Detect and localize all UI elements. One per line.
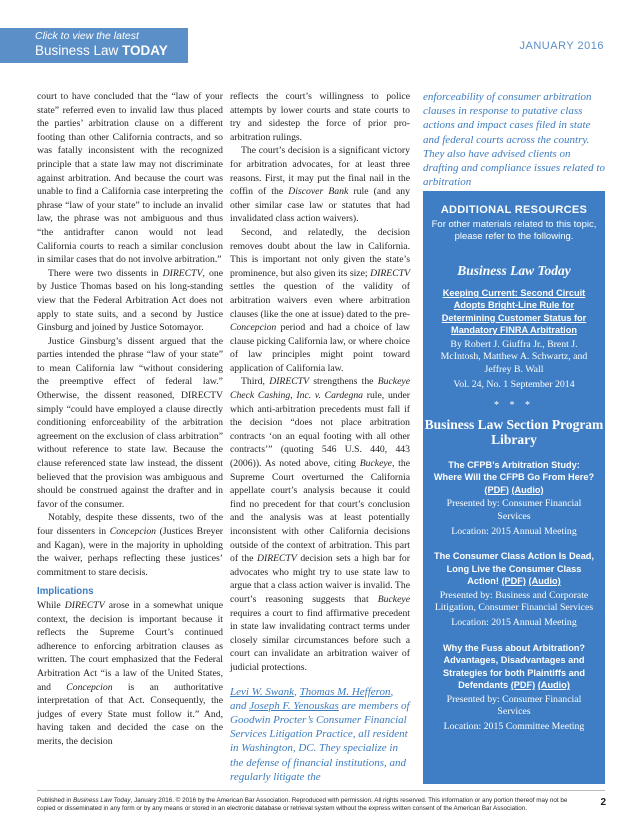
blt-title: Business Law Today — [457, 263, 571, 278]
page-number: 2 — [600, 797, 606, 808]
author-link[interactable]: Joseph F. Yenouskas — [249, 699, 339, 712]
paragraph: Second, and relatedly, the decision removes doubt about the law in California. This is important not only given the state’s prominence, but also given its size; DIRECTV settles the question of the validity of arbitration waivers even where arbitration clauses (like the one at issue) dated to the pre-Concepcion period and had a choice of law clause picking California law, or where choice of law principles might point toward application of California law. — [230, 226, 410, 374]
author-bio-continued: enforceability of consumer arbitration clauses in response to putative class actions and impact cases filed in state and federal courts across the country. They also have advised clients on drafting and compliance issues related to arbitration — [423, 91, 605, 189]
pdf-link[interactable]: (PDF) — [501, 576, 526, 587]
paragraph: There were two dissents in DIRECTV, one by Justice Thomas based on his long-standing view that the Federal Arbitration Act does not apply to state suits, and a second by Justice Ginsburg and joined by Justice Sotomayor. — [37, 267, 223, 334]
additional-resources-sidebar — [423, 191, 605, 784]
column-2 — [230, 90, 410, 784]
paragraph: Notably, despite these dissents, two of the four dissenters in Concepcion (Justices Breyer and Kagan), were in the majority in upholding the waiver, perhaps reflecting these justices’ commitment to stare decisis. — [37, 512, 223, 578]
blt-authors: By Robert J. Giuffra Jr., Brent J. McIntosh, Matthew A. Schwartz, and Jeffrey B. Wall — [440, 338, 588, 376]
pdf-link[interactable]: (PDF) — [510, 680, 536, 691]
blt-issue: Vol. 24, No. 1 September 2014 — [453, 379, 575, 391]
author-link[interactable]: Levi W. Swank — [230, 685, 295, 698]
paragraph: While DIRECTV arose in a somewhat unique context, the decision is important because it reflects the Supreme Court’s continued adherence to enforcing arbitration clauses as written. The court emphasized that the Federal Arbitration Act “is a law of the United States, and Concepcion is an authoritative interpretation of that Act. Consequently, the judges of every State must follow it.” And, having taken and decided the case on the merits, the decision — [37, 599, 224, 747]
author-link[interactable]: Thomas M. Hefferon — [299, 685, 391, 698]
paragraph: The court’s decision is a significant victory for arbitration advocates, for at least three reasons. First, it may put the final nail in the coffin of the Discover Bank rule (and any other similar case law or statutes that had invalidated class action waivers). — [230, 145, 410, 225]
program-item-title: The Consumer Class Action Is Dead, Long Live the Consumer Class Action! (PDF) (Audio) — [434, 551, 594, 587]
paragraph: reflects the court’s willingness to police attempts by lower courts and state courts to try and sidestep the force of prior pro-arbitration rulings. — [230, 91, 410, 143]
audio-link[interactable]: (Audio) — [528, 576, 561, 587]
publication-name[interactable] — [35, 43, 168, 58]
paragraph: Justice Ginsburg’s dissent argued that the parties intended the phrase “law of your state” to mean California law “without considering the preemptive effect of federal law.” Otherwise, the dissent reasoned, DIRECTV simply “could have employed a clause directly conditioning enforceability of the arbitration agreement on the exclusion of class arbitration” without reference to state law. Because the clause referenced state law instead, the dissent believed that the provision was ambiguous and should be construed against the drafter and in favor of the consumer. — [37, 335, 223, 510]
issue-date: JANUARY 2016 — [519, 40, 604, 52]
program-item-title: The CFPB’s Arbitration Study: Where Will the CFPB Go From Here? (PDF) (Audio) — [433, 459, 595, 495]
audio-link[interactable]: (Audio) — [511, 484, 544, 495]
author-bio: Levi W. Swank, Thomas M. Hefferon, and Joseph F. Yenouskas are members of Goodwin Procter’s Consumer Financial Services Litigation Practice, all resident in Washington, DC. They specialize in the defense of financial institutions, and regularly litigate the — [230, 685, 410, 783]
sidebar-subheading: For other materials related to this topic, please refer to the following. — [431, 219, 597, 242]
pdf-link[interactable]: (PDF) — [484, 484, 509, 495]
copyright-footer: Published in Business Law Today, January 2016. © 2016 by the American Bar Association. Reproduced with permission. All rights reserved. This information or any portion thereof may not be copied or disseminated in any form or by any means or stored in an electronic database or retrieval system without the express written consent of the American Bar Association. — [37, 797, 568, 813]
click-to-view-link[interactable]: Click to view the latest — [35, 30, 139, 42]
paragraph: Third, DIRECTV strengthens the Buckeye Check Cashing, Inc. v. Cardegna rule, under which anti-arbitration precedents must fall if the decision “does not place arbitration contracts ‘on an equal footing with all other contracts’” (quoting 546 U.S. 440, 443 (2006)). As noted above, citing Buckeye, the Supreme Court overturned the California appellate court’s analysis because it could find no precedent for that court’s conclusion and the analysis was at least potentially inconsistent with other California decisions outside of the context of arbitration. This part of the DIRECTV decision sets a high bar for advocates who might try to use state law to argue that a class action waiver is invalid. The court’s reasoning suggests that Buckeye requires a court to find affirmative precedent in state law invalidating contract terms under closely similar circumstances before such a court can invalidate an arbitration waiver of judicial protections. — [230, 376, 411, 673]
blt-article-link[interactable]: Keeping Current: Second Circuit Adopts Bright-Line Rule for Determining Customer Status for Mandatory FINRA Arbitration — [441, 288, 587, 336]
program-item-title: Why the Fuss about Arbitration? Advantages, Disadvantages and Strategies for both Plaintiffs and Defendants (PDF) (Audio) — [442, 643, 586, 691]
library-title: Business Law Section Program Library — [424, 416, 604, 447]
publication-name-plain: Business Law — [35, 43, 123, 58]
sidebar-heading: ADDITIONAL RESOURCES — [440, 204, 588, 216]
program-location: Location: 2015 Committee Meeting — [443, 721, 585, 733]
program-location: Location: 2015 Annual Meeting — [451, 617, 577, 629]
publication-name-bold: TODAY — [122, 43, 168, 58]
program-location: Location: 2015 Annual Meeting — [451, 525, 577, 537]
audio-link[interactable]: (Audio) — [537, 680, 570, 691]
separator-stars: * * * — [494, 399, 534, 411]
column-1 — [37, 90, 223, 749]
program-presenter: Presented by: Consumer Financial Services — [446, 693, 582, 718]
program-presenter: Presented by: Business and Corporate Litigation, Consumer Financial Services — [434, 589, 594, 614]
footer-divider — [37, 790, 605, 791]
paragraph: court to have concluded that the “law of your state” referred even to invalid law thus placed the parties’ arbitration clause on a different footing than other California contracts, and so was fatally inconsistent with the recognized principle that a state law may not discriminate against arbitration. And because the court was unable to find a California case interpreting the phrase “law of your state” to include an invalid law, the phrase was not ambiguous and thus “the antidrafter canon would not lead California courts to reach a similar conclusion in similar cases that do not involve arbitration.” — [37, 91, 223, 266]
section-heading: Implications — [37, 586, 94, 598]
program-presenter: Presented by: Consumer Financial Services — [446, 498, 582, 522]
